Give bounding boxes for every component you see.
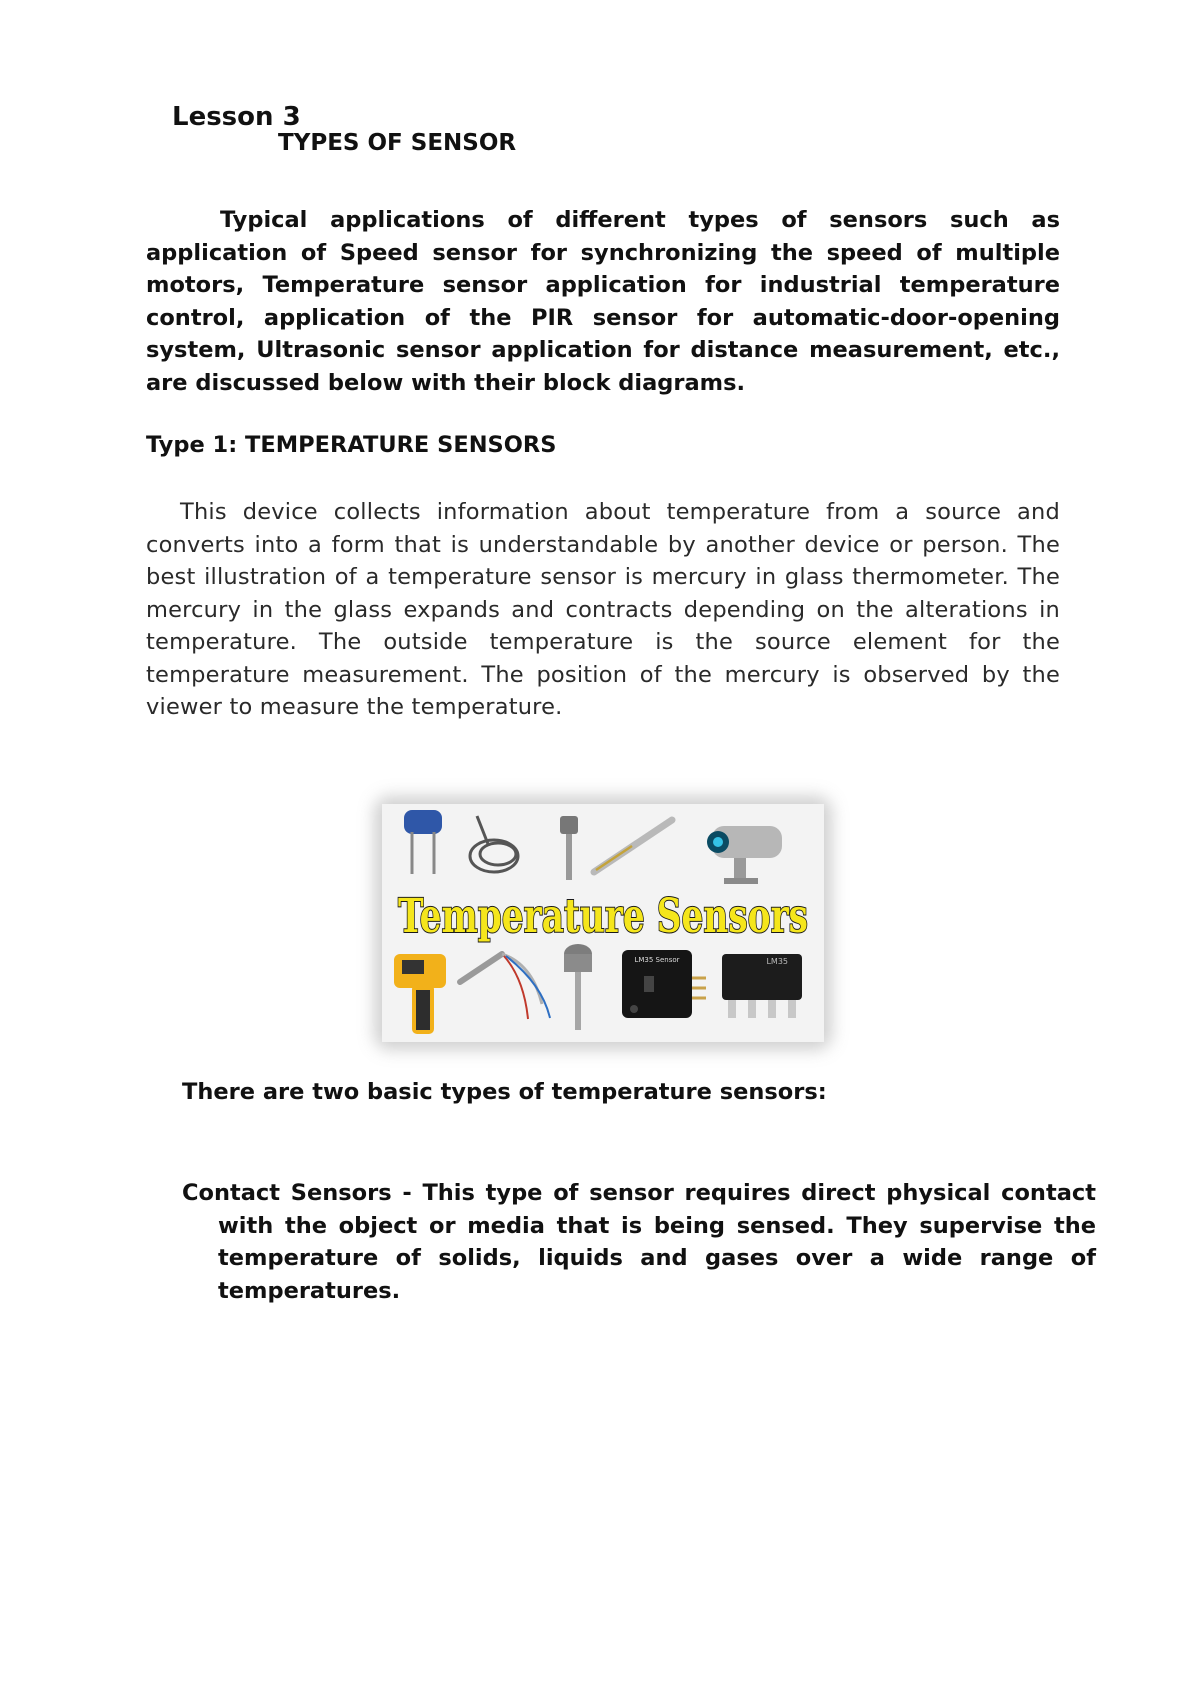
contact-sensors-definition	[182, 1177, 1096, 1307]
definition-separator: -	[391, 1180, 423, 1206]
sensor-collage	[382, 804, 824, 1042]
chip-label: LM35	[766, 957, 788, 966]
module-label: LM35 Sensor	[634, 956, 680, 964]
basic-types-line: There are two basic types of temperature sensors:	[182, 1079, 827, 1105]
intro-paragraph: Typical applications of different types of sensors such as application of Speed sensor for synchronizing the speed of multiple motors, Temperature sensor application for industrial temperature control, application of the PIR sensor for automatic-door-opening system, Ultrasonic sensor application for distance measurement, etc., are discussed below with their block diagrams.	[146, 207, 1060, 396]
section-heading-temperature: Type 1: TEMPERATURE SENSORS	[146, 432, 557, 458]
contact-sensors-term: Contact Sensors	[182, 1180, 392, 1206]
temperature-description: This device collects information about temperature from a source and converts into a form that is understandable by another device or person. The best illustration of a temperature sensor is mercury in glass thermometer. The mercury in the glass expands and contracts depending on the alterations in temperature. The outside temperature is the source element for the temperature measurement. The position of the mercury is observed by the viewer to measure the temperature.	[146, 499, 1060, 720]
page-title: TYPES OF SENSOR	[278, 130, 517, 156]
banner-title: Temperature Sensors	[398, 889, 808, 944]
temperature-sensors-image	[382, 804, 824, 1042]
lesson-number: Lesson 3	[172, 102, 301, 132]
contact-sensors-text: This type of sensor requires direct physical contact with the object or media that is being sensed. They supervise the temperature of solids, liquids and gases over a wide range of temperatures.	[218, 1180, 1096, 1304]
